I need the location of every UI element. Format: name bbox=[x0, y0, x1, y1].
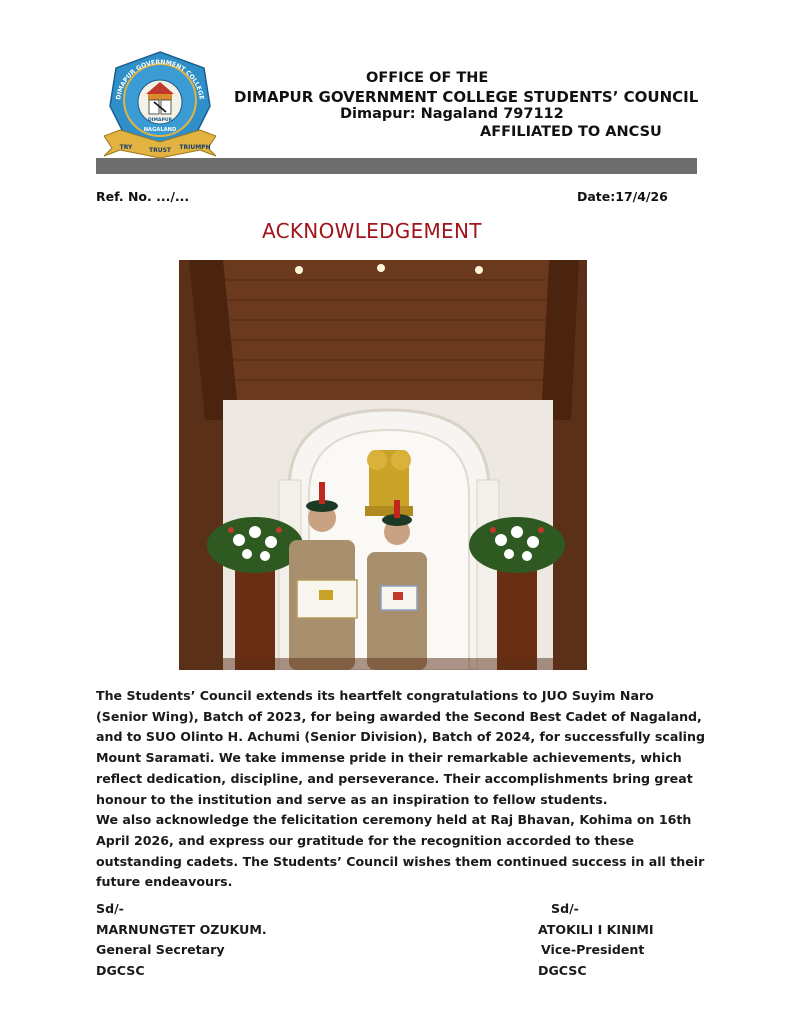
signature-left bbox=[96, 899, 267, 982]
reference-number: Ref. No. .../... bbox=[96, 189, 190, 204]
signature-right-role: Vice-President bbox=[541, 942, 645, 958]
header-divider bbox=[96, 158, 697, 174]
logo-ribbon-try: TRY bbox=[119, 144, 133, 151]
document-date: Date:17/4/26 bbox=[577, 189, 668, 204]
header-office-line: OFFICE OF THE bbox=[366, 70, 489, 86]
logo-ribbon-trust: TRUST bbox=[149, 147, 171, 154]
logo-lower-text: NAGALAND bbox=[143, 127, 177, 133]
header-affiliation: AFFILIATED TO ANCSU bbox=[480, 124, 662, 140]
signature-right-org: DGCSC bbox=[538, 963, 587, 979]
college-logo bbox=[104, 50, 216, 158]
ceremony-photo bbox=[179, 260, 587, 670]
body-paragraph-2: We also acknowledge the felicitation ceremony held at Raj Bhavan, Kohima on 16th April 2026, and express our gratitude for the recognition accorded to these outstanding cadets. The Students’ Council wishes them continued success in all their future endeavours. bbox=[96, 812, 705, 890]
body-paragraph-1: The Students’ Council extends its heartfelt congratulations to JUO Suyim Naro (Senior Wing), Batch of 2023, for being awarded the Second Best Cadet of Nagaland, and to SUO Olinto H. Achumi (Senior Division), Batch of 2024, for successfully scaling Mount Saramati. We take immense pride in their remarkable achievements, which reflect dedication, discipline, and perseverance. Their accomplishments bring great honour to the institution and serve as an inspiration to fellow students. bbox=[96, 688, 705, 807]
logo-ribbon-triumph: TRIUMPH bbox=[179, 144, 211, 151]
signature-left-org: DGCSC bbox=[96, 963, 145, 979]
signature-right bbox=[538, 899, 654, 982]
header-address: Dimapur: Nagaland 797112 bbox=[340, 106, 564, 122]
signature-left-name: MARNUNGTET OZUKUM. bbox=[96, 921, 267, 937]
logo-middle-text: DIMAPUR bbox=[147, 118, 173, 123]
header-council-name: DIMAPUR GOVERNMENT COLLEGE STUDENTS’ COUNCIL bbox=[234, 88, 699, 106]
signature-left-role: General Secretary bbox=[96, 942, 225, 958]
document-title: ACKNOWLEDGEMENT bbox=[262, 219, 482, 243]
signature-right-sd: Sd/- bbox=[551, 901, 579, 916]
signature-left-sd: Sd/- bbox=[96, 901, 124, 916]
body-text bbox=[96, 686, 706, 893]
signature-right-name: ATOKILI I KINIMI bbox=[538, 921, 654, 937]
logo-arc-text: DIMAPUR GOVERNMENT COLLEGE bbox=[115, 58, 205, 101]
